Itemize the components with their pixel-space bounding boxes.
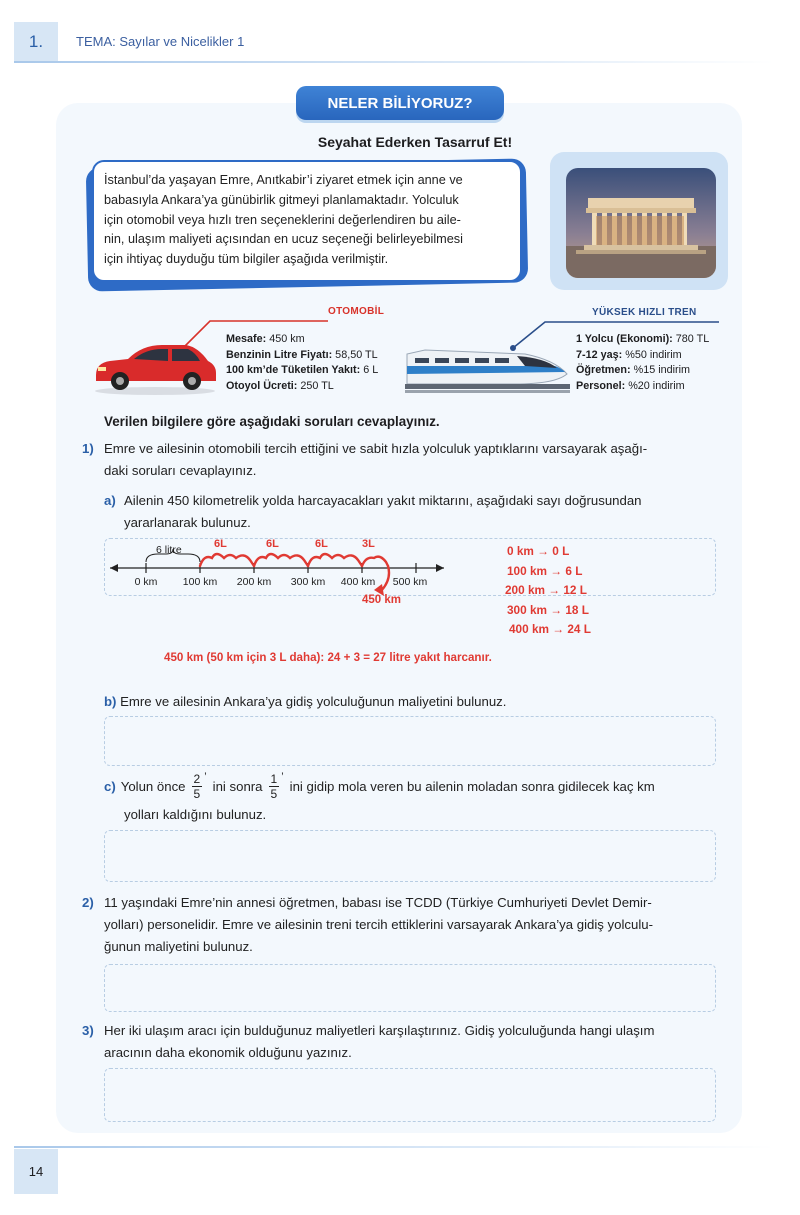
- question-1a-letter: a): [104, 493, 116, 508]
- question-3-number: 3): [82, 1023, 94, 1038]
- question-1c-line2: yolları kaldığını bulunuz.: [124, 807, 267, 822]
- handwritten-line: 300 km → 18 L: [507, 602, 589, 617]
- handwritten-answer: 450 km (50 km için 3 L daha): 24 + 3 = 27 litre yakıt harcanır.: [164, 651, 492, 664]
- handwritten-line: 400 km → 24 L: [509, 622, 591, 636]
- question-line: Emre ve ailesinin Ankara’ya gidiş yolculuğunun maliyetini bulunuz.: [120, 694, 507, 709]
- section-badge: NELER BİLİYORUZ?: [296, 86, 504, 120]
- question-2-number: 2): [82, 895, 94, 910]
- question-line: yararlanarak bulunuz.: [124, 515, 251, 530]
- number-line: [104, 536, 464, 612]
- question-1a-text: [124, 490, 642, 534]
- questions-intro: Verilen bilgilere göre aşağıdaki soruları cevaplayınız.: [104, 414, 440, 429]
- train-image: [405, 340, 570, 396]
- car-info: [226, 332, 378, 394]
- car-info-row: Mesafe: 450 km: [226, 333, 305, 345]
- question-line: yolları) personelidir. Emre ve ailesinin treni tercih ettiklerini varsayarak Ankara’ya gidiş yolculu-: [104, 917, 653, 932]
- question-2-text: [104, 892, 653, 958]
- tick-label: 400 km: [340, 576, 376, 588]
- question-number: 1): [82, 441, 94, 456]
- tick-label: 100 km: [182, 576, 218, 588]
- car-image: [90, 335, 220, 395]
- train-info-row: 1 Yolcu (Ekonomi): 780 TL: [576, 333, 710, 345]
- handwritten-line: 0 km → 0 L: [507, 544, 570, 558]
- answer-box-1b[interactable]: [104, 716, 716, 766]
- car-info-row: 100 km’de Tüketilen Yakıt: 6 L: [226, 364, 379, 377]
- hand-label-6l: 6L: [315, 538, 328, 550]
- question-1c: c) Yolun önce 2 5 ’ ini sonra 1 5 ’ ini gidip mola veren bu ailenin moladan sonra gidilecek kaç km: [104, 770, 655, 801]
- question-1b: b) Emre ve ailesinin Ankara’ya gidiş yolculuğunun maliyetini bulunuz.: [104, 694, 507, 709]
- fraction-1-5: 1 5: [270, 772, 278, 801]
- question-line: ğunun maliyetini bulunuz.: [104, 939, 253, 954]
- train-info-row: Öğretmen: %15 indirim: [576, 364, 690, 377]
- activity-title: Seyahat Ederken Tasarruf Et!: [317, 134, 513, 150]
- story-line: için otomobil veya hızlı tren seçeneklerini değerlendiren bu aile-: [104, 212, 461, 227]
- question-line: daki soruları cevaplayınız.: [104, 463, 257, 478]
- litre-label: 6 litre: [156, 544, 182, 556]
- story-line: için ihtiyaç duyduğu tüm bilgiler aşağıda verilmiştir.: [104, 252, 389, 267]
- anitkabir-photo: [566, 168, 716, 278]
- answer-box-2[interactable]: [104, 964, 716, 1012]
- tick-label: 500 km: [392, 576, 428, 588]
- tick-label: 300 km: [290, 576, 326, 588]
- question-line: aracının daha ekonomik olduğunu yazınız.: [104, 1045, 352, 1060]
- story-line: nin, ulaşım maliyeti açısından en ucuz seçeneği belirleyebilmesi: [104, 232, 463, 247]
- question-1-text: [104, 438, 647, 482]
- train-info-row: Personel: %20 indirim: [576, 379, 685, 392]
- hand-label-6l: 6L: [214, 538, 227, 550]
- unit-number: 1.: [14, 22, 58, 62]
- car-section-title: OTOMOBİL: [328, 306, 385, 317]
- car-info-row: Benzinin Litre Fiyatı: 58,50 TL: [226, 348, 378, 361]
- handwritten-line: 200 km → 12 L: [505, 583, 587, 597]
- question-line: Emre ve ailesinin otomobili tercih ettiğini ve sabit hızla yolculuk yaptıklarını varsayarak aşağı-: [104, 441, 648, 456]
- question-1: [82, 438, 94, 460]
- train-section-title: YÜKSEK HIZLI TREN: [592, 307, 697, 318]
- train-info: [576, 332, 709, 394]
- answer-box-3[interactable]: [104, 1068, 716, 1122]
- story-box: [92, 160, 522, 282]
- fraction-2-5: 2 5: [193, 772, 201, 801]
- theme-title: TEMA: Sayılar ve Nicelikler 1: [76, 34, 245, 49]
- answer-box-1c[interactable]: [104, 830, 716, 882]
- footer-divider: [14, 1146, 774, 1148]
- tick-label: 0 km: [134, 576, 158, 588]
- question-line: Ailenin 450 kilometrelik yolda harcayacakları yakıt miktarını, aşağıdaki sayı doğrusundan: [124, 493, 642, 508]
- question-3-text: [104, 1020, 654, 1064]
- question-line: Her iki ulaşım aracı için bulduğunuz maliyetleri karşılaştırınız. Gidiş yolculuğunda hangi ulaşım: [104, 1023, 655, 1038]
- train-info-row: 7-12 yaş: %50 indirim: [576, 348, 682, 361]
- tick-label: 200 km: [236, 576, 272, 588]
- story-line: babasıyla Ankara’ya günübirlik gitmeyi planlamaktadır. Yolculuk: [104, 192, 459, 207]
- page-number: 14: [14, 1149, 58, 1194]
- hand-label-6l: 6L: [266, 538, 279, 550]
- header-divider: [14, 61, 774, 63]
- car-info-row: Otoyol Ücreti: 250 TL: [226, 379, 334, 392]
- story-line: İstanbul’da yaşayan Emre, Anıtkabir’i ziyaret etmek için anne ve: [104, 173, 463, 187]
- hand-label-3l: 3L: [362, 538, 375, 550]
- hand-label-450: 450 km: [362, 594, 402, 606]
- handwritten-line: 100 km → 6 L: [507, 563, 583, 578]
- question-line: 11 yaşındaki Emre’nin annesi öğretmen, babası ise TCDD (Türkiye Cumhuriyeti Devlet Demir-: [104, 895, 652, 910]
- handwritten-list: [507, 542, 591, 640]
